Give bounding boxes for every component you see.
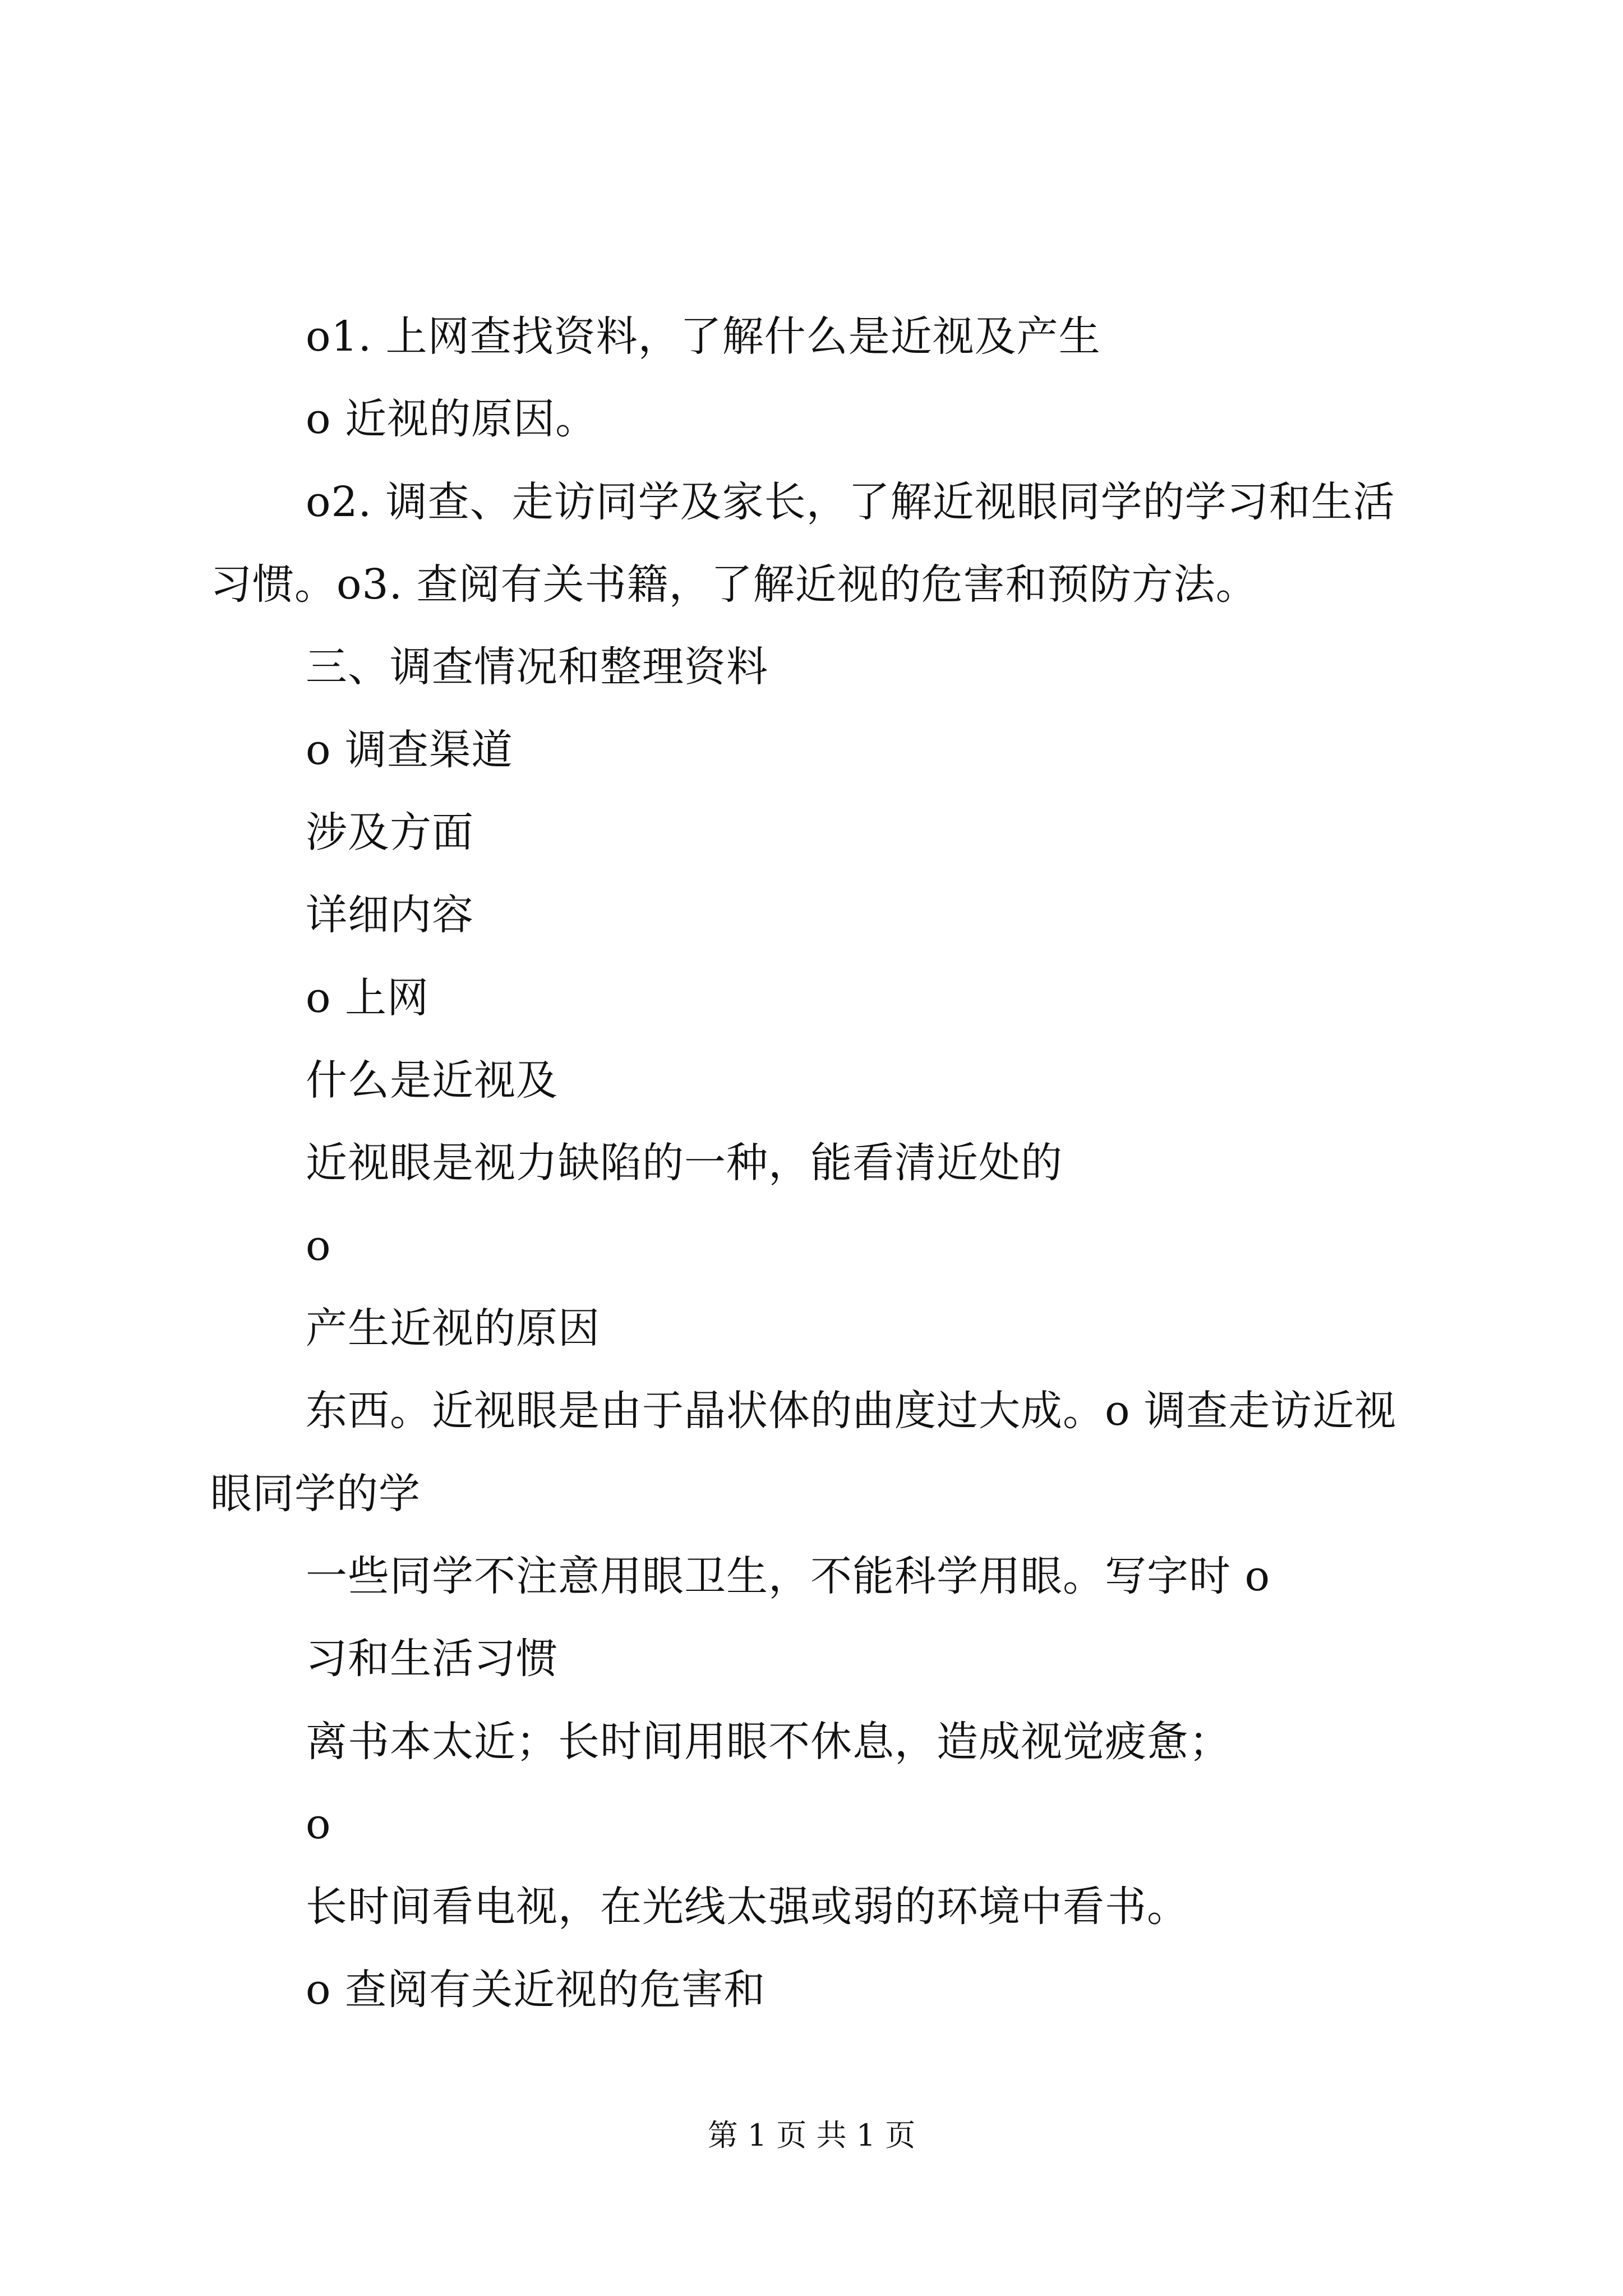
text-line: 离书本太近；长时间用眼不休息，造成视觉疲惫； [306,1718,1231,1766]
text-line: o 上网 [306,974,430,1022]
text-line: o [306,1800,331,1848]
text-line: o 查阅有关近视的危害和 [306,1966,766,2014]
text-line: o 近视的原因。 [306,395,598,443]
text-line: 长时间看电视，在光线太强或弱的环境中看书。 [306,1883,1189,1931]
text-line: 产生近视的原因 [306,1304,600,1352]
text-line: 近视眼是视力缺陷的一种，能看清近处的 [306,1139,1063,1187]
section-heading: 三、调查情况和整理资料 [306,643,768,691]
text-line: 习和生活习惯 [306,1635,558,1683]
text-line: 东西。近视眼是由于晶状体的曲度过大成。o 调查走访近视 [306,1387,1397,1435]
text-line: 一些同学不注意用眼卫生，不能科学用眼。写字时 o [306,1552,1271,1600]
text-line: o1. 上网查找资料，了解什么是近视及产生 [306,312,1101,361]
text-line: 习惯。o3. 查阅有关书籍，了解近视的危害和预防方法。 [210,560,1258,609]
text-line: o [306,1222,331,1270]
text-line: 什么是近视及 [306,1056,558,1105]
text-line: 详细内容 [306,891,474,939]
text-line: o 调查渠道 [306,726,514,774]
text-line: 眼同学的学 [210,1470,421,1518]
page-footer: 第 1 页 共 1 页 [707,2118,916,2153]
text-line: o2. 调查、走访同学及家长，了解近视眼同学的学习和生活 [306,478,1395,526]
text-line: 涉及方面 [306,808,474,857]
